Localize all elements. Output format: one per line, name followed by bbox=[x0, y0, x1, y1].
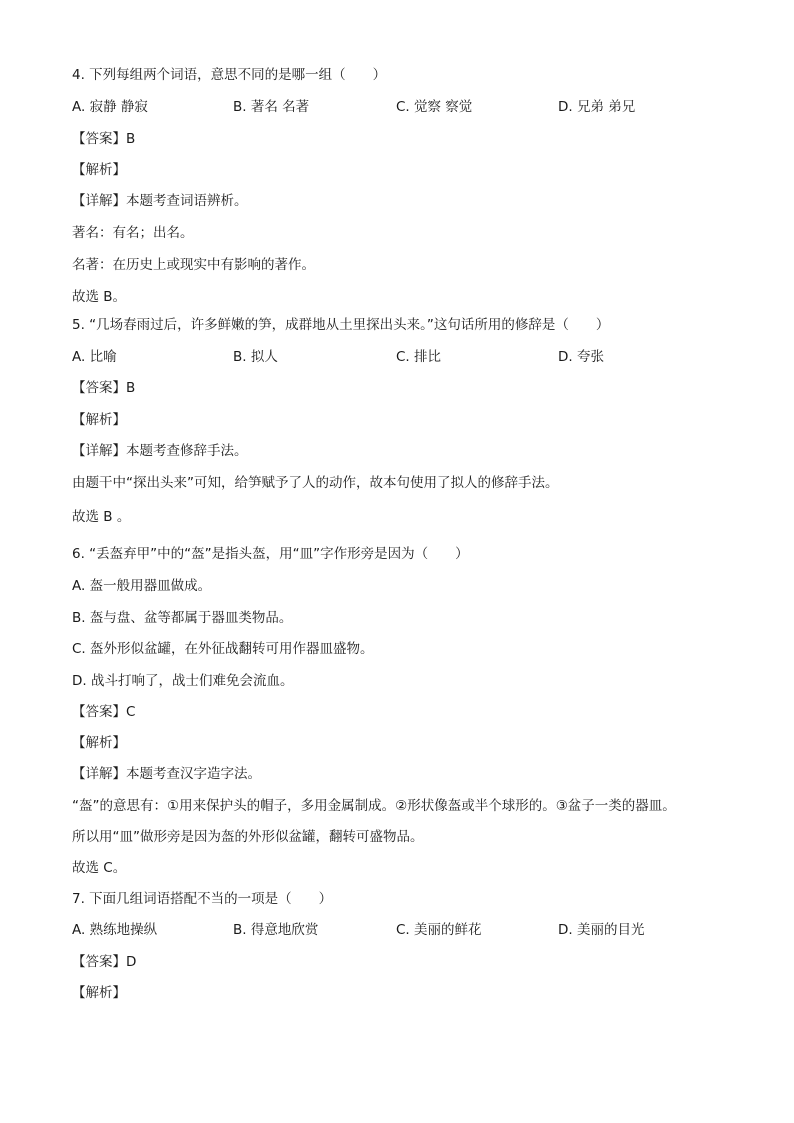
q4-option-a: A. 寂静 静寂 bbox=[72, 99, 148, 115]
q4-line-2: 名著：在历史上或现实中有影响的著作。 bbox=[72, 257, 315, 273]
q7-option-b: B. 得意地欣赏 bbox=[233, 922, 319, 938]
q6-analysis-heading: 【解析】 bbox=[72, 735, 126, 751]
q5-option-c: C. 排比 bbox=[396, 349, 442, 365]
q7-analysis-heading: 【解析】 bbox=[72, 985, 126, 1001]
q5-option-a: A. 比喻 bbox=[72, 349, 117, 365]
q6-option-a: A. 盔一般用器皿做成。 bbox=[72, 578, 212, 594]
q7-answer: 【答案】D bbox=[72, 954, 137, 970]
q4-conclusion: 故选 B。 bbox=[72, 289, 127, 305]
q5-answer: 【答案】B bbox=[72, 380, 136, 396]
q4-stem: 4. 下列每组两个词语，意思不同的是哪一组（ ） bbox=[72, 67, 387, 83]
q5-options bbox=[72, 348, 732, 366]
q5-detail: 【详解】本题考查修辞手法。 bbox=[72, 443, 248, 459]
q4-detail: 【详解】本题考查词语辨析。 bbox=[72, 193, 248, 209]
q5-option-b: B. 拟人 bbox=[233, 349, 278, 365]
q6-conclusion: 故选 C。 bbox=[72, 860, 127, 876]
q7-option-c: C. 美丽的鲜花 bbox=[396, 922, 482, 938]
q7-option-a: A. 熟练地操纵 bbox=[72, 922, 158, 938]
q6-stem: 6. “丢盔弃甲”中的“盔”是指头盔，用“皿”字作形旁是因为（ ） bbox=[72, 546, 469, 562]
q6-option-c: C. 盔外形似盆罐，在外征战翻转可用作器皿盛物。 bbox=[72, 641, 374, 657]
q5-line-1: 由题干中“探出头来”可知，给笋赋予了人的动作，故本句使用了拟人的修辞手法。 bbox=[72, 475, 559, 491]
q6-line-1: “盔”的意思有：①用来保护头的帽子，多用金属制成。②形状像盔或半个球形的。③盆子一类的器皿。 bbox=[72, 798, 676, 814]
q7-stem: 7. 下面几组词语搭配不当的一项是（ ） bbox=[72, 891, 333, 907]
q5-conclusion: 故选 B 。 bbox=[72, 509, 131, 525]
q4-analysis-heading: 【解析】 bbox=[72, 162, 126, 178]
q4-answer: 【答案】B bbox=[72, 131, 136, 147]
q6-detail: 【详解】本题考查汉字造字法。 bbox=[72, 766, 261, 782]
q5-option-d: D. 夸张 bbox=[558, 349, 604, 365]
q6-option-b: B. 盔与盘、盆等都属于器皿类物品。 bbox=[72, 610, 293, 626]
q7-options bbox=[72, 921, 732, 939]
q4-options bbox=[72, 98, 732, 116]
q4-option-d: D. 兄弟 弟兄 bbox=[558, 99, 636, 115]
q4-option-c: C. 觉察 察觉 bbox=[396, 99, 473, 115]
q4-option-b: B. 著名 名著 bbox=[233, 99, 310, 115]
q6-line-2: 所以用“皿”做形旁是因为盔的外形似盆罐，翻转可盛物品。 bbox=[72, 829, 424, 845]
q5-stem: 5. “几场春雨过后，许多鲜嫩的笋，成群地从土里探出头来。”这句话所用的修辞是（ ） bbox=[72, 317, 610, 333]
q4-line-1: 著名：有名；出名。 bbox=[72, 225, 194, 241]
q6-answer: 【答案】C bbox=[72, 704, 136, 720]
q7-option-d: D. 美丽的目光 bbox=[558, 922, 645, 938]
q6-option-d: D. 战斗打响了，战士们难免会流血。 bbox=[72, 673, 294, 689]
q5-analysis-heading: 【解析】 bbox=[72, 412, 126, 428]
